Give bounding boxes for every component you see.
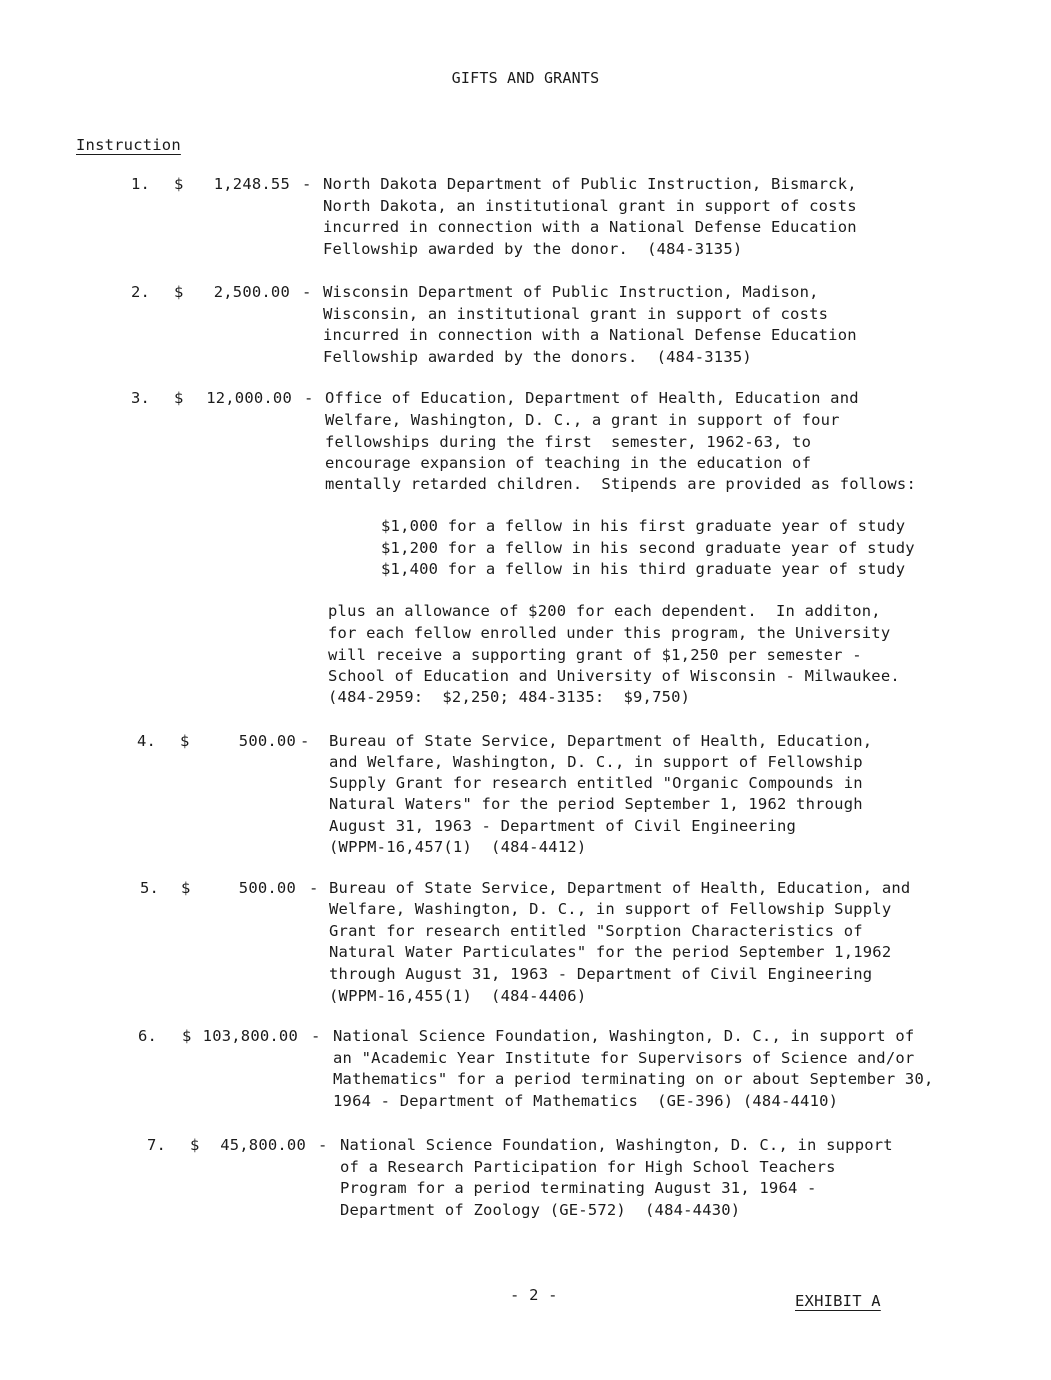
page-number: - 2 - (510, 1286, 558, 1304)
entry-line: North Dakota, an institutional grant in support of costs (323, 197, 857, 215)
entry-line: Wisconsin Department of Public Instruction, Madison, (323, 283, 819, 301)
entry-currency: $ (182, 1027, 192, 1045)
entry-line: Fellowship awarded by the donor. (484-3135) (323, 240, 743, 258)
entry-amount: 2,500.00 (213, 283, 290, 301)
continuation-line: will receive a supporting grant of $1,250 per semester - (328, 646, 862, 664)
entry-line: of a Research Participation for High School Teachers (340, 1158, 836, 1176)
stipend-line: $1,400 for a fellow in his third graduate year of study (381, 560, 906, 578)
entry-line: Welfare, Washington, D. C., a grant in support of four (325, 411, 840, 429)
entry-dash: - (302, 175, 312, 193)
entry-amount: 500.00 (238, 732, 296, 750)
entry-number: 3. (131, 389, 151, 407)
exhibit-label: EXHIBIT A (795, 1292, 881, 1310)
entry-line: Natural Waters" for the period September 1, 1962 through (329, 795, 863, 813)
entry-line: through August 31, 1963 - Department of Civil Engineering (329, 965, 873, 983)
entry-number: 4. (137, 732, 157, 750)
entry-currency: $ (180, 732, 190, 750)
entry-currency: $ (174, 283, 184, 301)
entry-line: encourage expansion of teaching in the education of (325, 454, 812, 472)
entry-number: 5. (140, 879, 160, 897)
section-heading: Instruction (76, 136, 181, 154)
entry-amount: 12,000.00 (206, 389, 292, 407)
entry-line: incurred in connection with a National Defense Education (323, 326, 857, 344)
entry-dash: - (304, 389, 314, 407)
entry-line: Grant for research entitled "Sorption Characteristics of (329, 922, 863, 940)
entry-currency: $ (190, 1136, 200, 1154)
page-title: GIFTS AND GRANTS (451, 69, 600, 87)
entry-line: Fellowship awarded by the donors. (484-3135) (323, 348, 752, 366)
entry-line: Department of Zoology (GE-572) (484-4430) (340, 1201, 741, 1219)
entry-dash: - (302, 283, 312, 301)
continuation-line: (484-2959: $2,250; 484-3135: $9,750) (328, 688, 691, 706)
entry-line: (WPPM-16,455(1) (484-4406) (329, 987, 587, 1005)
entry-line: National Science Foundation, Washington, D. C., in support of (333, 1027, 915, 1045)
entry-line: August 31, 1963 - Department of Civil Engineering (329, 817, 797, 835)
entry-line: 1964 - Department of Mathematics (GE-396) (484-4410) (333, 1092, 839, 1110)
entry-line: Office of Education, Department of Health, Education and (325, 389, 859, 407)
stipend-line: $1,000 for a fellow in his first graduate year of study (381, 517, 906, 535)
entry-line: incurred in connection with a National Defense Education (323, 218, 857, 236)
entry-line: Welfare, Washington, D. C., in support of Fellowship Supply (329, 900, 892, 918)
entry-line: North Dakota Department of Public Instruction, Bismarck, (323, 175, 857, 193)
entry-line: (WPPM-16,457(1) (484-4412) (329, 838, 587, 856)
entry-number: 1. (131, 175, 151, 193)
entry-amount: 1,248.55 (213, 175, 290, 193)
entry-line: National Science Foundation, Washington, D. C., in support (340, 1136, 893, 1154)
continuation-line: plus an allowance of $200 for each dependent. In additon, (328, 602, 881, 620)
entry-number: 6. (138, 1027, 158, 1045)
entry-line: Program for a period terminating August 31, 1964 - (340, 1179, 817, 1197)
entry-currency: $ (174, 175, 184, 193)
entry-currency: $ (181, 879, 191, 897)
entry-line: Mathematics" for a period terminating on or about September 30, (333, 1070, 934, 1088)
entry-amount: 45,800.00 (220, 1136, 306, 1154)
entry-line: Natural Water Particulates" for the period September 1,1962 (329, 943, 892, 961)
entry-dash: - (300, 732, 310, 750)
entry-amount: 103,800.00 (202, 1027, 298, 1045)
entry-line: an "Academic Year Institute for Supervisors of Science and/or (333, 1049, 915, 1067)
entry-dash: - (311, 1027, 321, 1045)
entry-dash: - (318, 1136, 328, 1154)
entry-currency: $ (174, 389, 184, 407)
continuation-line: School of Education and University of Wisconsin - Milwaukee. (328, 667, 900, 685)
entry-line: Bureau of State Service, Department of Health, Education, (329, 732, 873, 750)
entry-number: 7. (147, 1136, 167, 1154)
entry-line: Bureau of State Service, Department of Health, Education, and (329, 879, 911, 897)
entry-dash: - (309, 879, 319, 897)
entry-line: mentally retarded children. Stipends are provided as follows: (325, 475, 916, 493)
entry-line: and Welfare, Washington, D. C., in support of Fellowship (329, 753, 863, 771)
entry-number: 2. (131, 283, 151, 301)
continuation-line: for each fellow enrolled under this program, the University (328, 624, 891, 642)
entry-amount: 500.00 (238, 879, 296, 897)
entry-line: Wisconsin, an institutional grant in support of costs (323, 305, 829, 323)
entry-line: Supply Grant for research entitled "Organic Compounds in (329, 774, 863, 792)
stipend-line: $1,200 for a fellow in his second graduate year of study (381, 539, 915, 557)
entry-line: fellowships during the first semester, 1962-63, to (325, 433, 812, 451)
